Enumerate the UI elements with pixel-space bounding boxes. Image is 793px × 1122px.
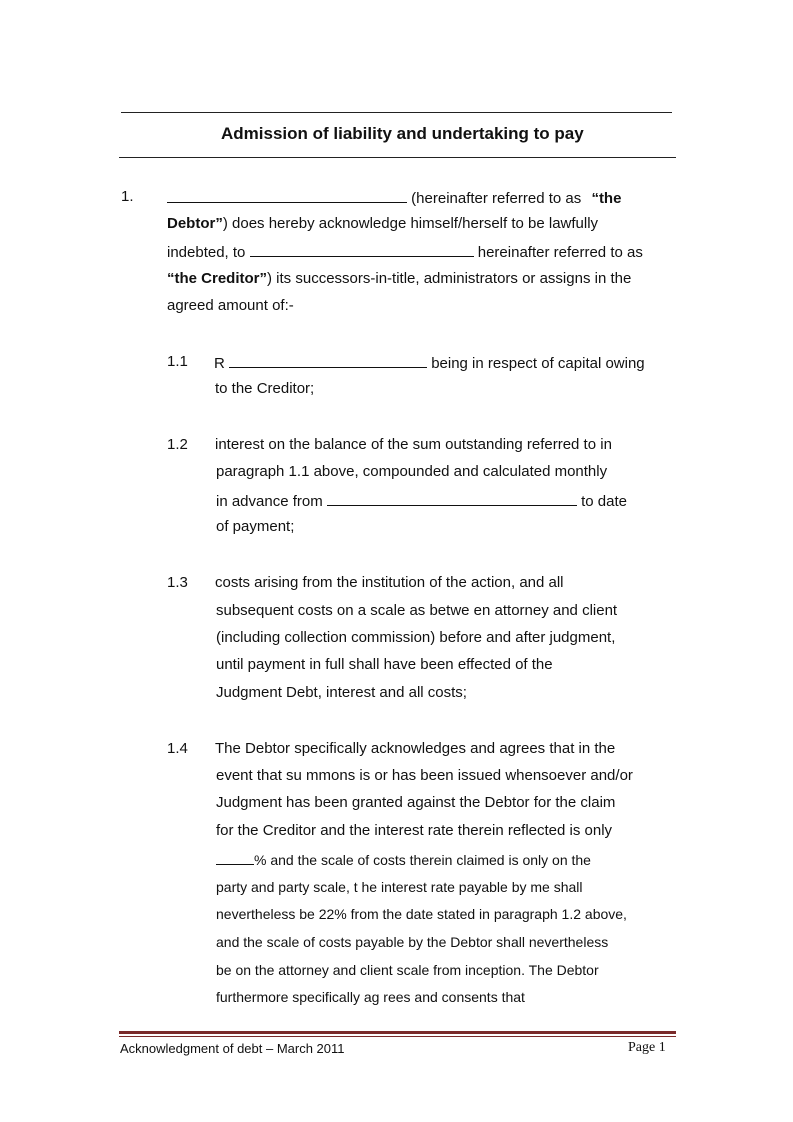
para-1-2-number: 1.2 — [167, 436, 188, 453]
title-top-rule — [121, 112, 672, 113]
interest-from-date-blank[interactable] — [327, 491, 577, 506]
para-1-3-line-1: costs arising from the institution of the action, and all — [215, 574, 564, 591]
interest-rate-blank[interactable] — [216, 850, 254, 865]
debtor-name-blank[interactable] — [167, 188, 407, 203]
para-1-2-line-1: interest on the balance of the sum outstanding referred to in — [215, 436, 612, 453]
para-1-2-line-2: paragraph 1.1 above, compounded and calculated monthly — [216, 463, 608, 480]
para-1-2-line-3: in advance from to date — [216, 493, 627, 510]
para-1-line-3: indebted, to hereinafter referred to as — [167, 244, 643, 261]
para-1-4-line-3: Judgment has been granted against the Debtor for the claim — [216, 794, 616, 811]
para-1-4-line-4: for the Creditor and the interest rate therein reflected is only — [216, 822, 613, 839]
footer-document-label: Acknowledgment of debt – March 2011 — [120, 1041, 345, 1056]
para-1-line-5: agreed amount of:- — [167, 297, 294, 314]
para-1-4-line-5: % and the scale of costs therein claimed is only on the — [216, 850, 591, 869]
capital-amount-blank[interactable] — [229, 353, 427, 368]
title-bottom-rule — [119, 157, 676, 158]
para-1-2-line-4: of payment; — [216, 518, 295, 535]
para-1-4-number: 1.4 — [167, 740, 188, 757]
para-1-3-line-5: Judgment Debt, interest and all costs; — [216, 684, 467, 701]
para-1-line-1: (hereinafter referred to as “the — [167, 188, 621, 208]
para-1-line-4: “the Creditor”) its successors-in-title, administrators or assigns in the — [167, 270, 632, 287]
para-1-number: 1. — [121, 188, 134, 205]
para-1-4-line-6: party and party scale, t he interest rate payable by me shall — [216, 879, 583, 895]
para-1-4-line-8: and the scale of costs payable by the Debtor shall nevertheless — [216, 934, 609, 950]
para-1-3-line-3: (including collection commission) before and after judgment, — [216, 629, 616, 646]
para-1-3-line-2: subsequent costs on a scale as betwe en attorney and client — [216, 602, 618, 619]
para-1-3-line-4: until payment in full shall have been effected of the — [216, 656, 553, 673]
footer-rule-thick — [119, 1031, 676, 1034]
para-1-4-line-9: be on the attorney and client scale from inception. The Debtor — [216, 962, 599, 978]
creditor-name-blank[interactable] — [250, 242, 474, 257]
footer-page-number: Page 1 — [628, 1040, 666, 1055]
para-1-4-line-7: nevertheless be 22% from the date stated in paragraph 1.2 above, — [216, 906, 627, 922]
para-1-4-line-1: The Debtor specifically acknowledges and agrees that in the — [215, 740, 616, 757]
para-1-3-number: 1.3 — [167, 574, 188, 591]
para-1-4-line-2: event that su mmons is or has been issued whensoever and/or — [216, 767, 633, 784]
para-1-line-2: Debtor”) does hereby acknowledge himself/herself to be lawfully — [167, 215, 599, 232]
footer-rule-thin — [119, 1036, 676, 1037]
document-title: Admission of liability and undertaking to pay — [221, 124, 584, 143]
para-1-1-number: 1.1 — [167, 353, 188, 370]
para-1-1-line-1: R being in respect of capital owing — [214, 355, 645, 372]
para-1-4-line-10: furthermore specifically ag rees and consents that — [216, 989, 525, 1005]
para-1-1-line-2: to the Creditor; — [215, 380, 315, 397]
